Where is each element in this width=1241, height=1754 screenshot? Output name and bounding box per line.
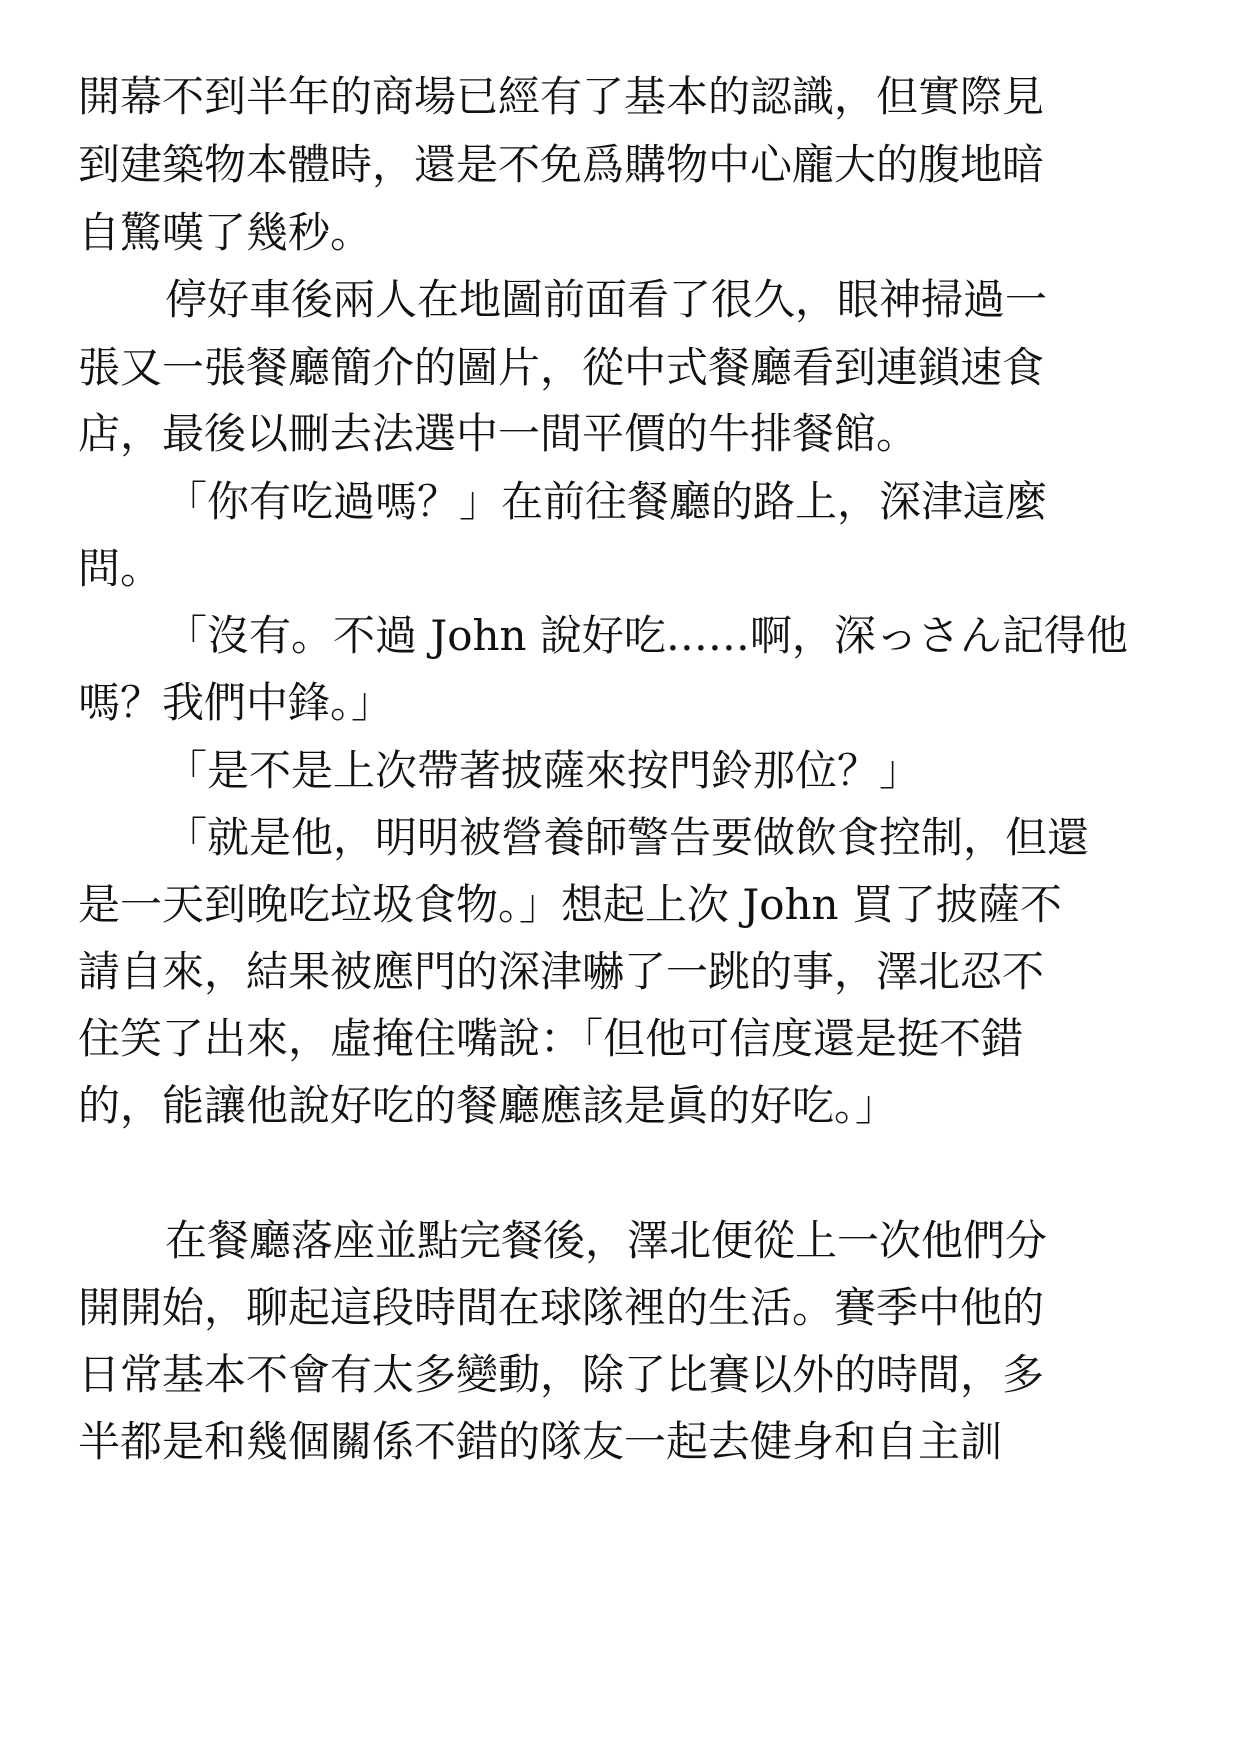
text-line: 「就是他，明明被營養師警告要做飲食控制，但還 (165, 813, 1090, 862)
text-line: 「沒有。不過 John 說好吃……啊，深っさん記得他 (165, 611, 1128, 660)
text-line: 「你有吃過嗎？」在前往餐廳的路上，深津這麼 (165, 477, 1048, 526)
text-line: 是一天到晚吃垃圾食物。」想起上次 John 買了披薩不 (78, 880, 1062, 929)
text-line: 開幕不到半年的商場已經有了基本的認識，但實際見 (78, 72, 1045, 121)
text-line: 「是不是上次帶著披薩來按門鈴那位？」 (165, 746, 922, 795)
text-line: 日常基本不會有太多變動，除了比賽以外的時間，多 (78, 1350, 1045, 1399)
text-line: 停好車後兩人在地圖前面看了很久，眼神掃過一 (165, 275, 1048, 324)
text-line: 自驚嘆了幾秒。 (78, 208, 373, 257)
text-line: 請自來，結果被應門的深津嚇了一跳的事，澤北忍不 (78, 947, 1045, 996)
text-line: 在餐廳落座並點完餐後，澤北便從上一次他們分 (165, 1216, 1048, 1265)
text-line: 嗎？我們中鋒。」 (78, 678, 394, 727)
text-line: 半都是和幾個關係不錯的隊友一起去健身和自主訓 (78, 1417, 1003, 1466)
text-line: 的，能讓他說好吃的餐廳應該是眞的好吃。」 (78, 1081, 898, 1130)
text-line: 到建築物本體時，還是不免爲購物中心龐大的腹地暗 (78, 140, 1045, 189)
text-line: 問。 (78, 544, 163, 593)
text-line: 住笑了出來，虛掩住嘴說：「但他可信度還是挺不錯 (78, 1014, 1024, 1063)
text-line: 開開始，聊起這段時間在球隊裡的生活。賽季中他的 (78, 1283, 1045, 1332)
text-line: 張又一張餐廳簡介的圖片，從中式餐廳看到連鎖速食 (78, 343, 1045, 392)
text-line: 店，最後以刪去法選中一間平價的牛排餐館。 (78, 409, 919, 458)
